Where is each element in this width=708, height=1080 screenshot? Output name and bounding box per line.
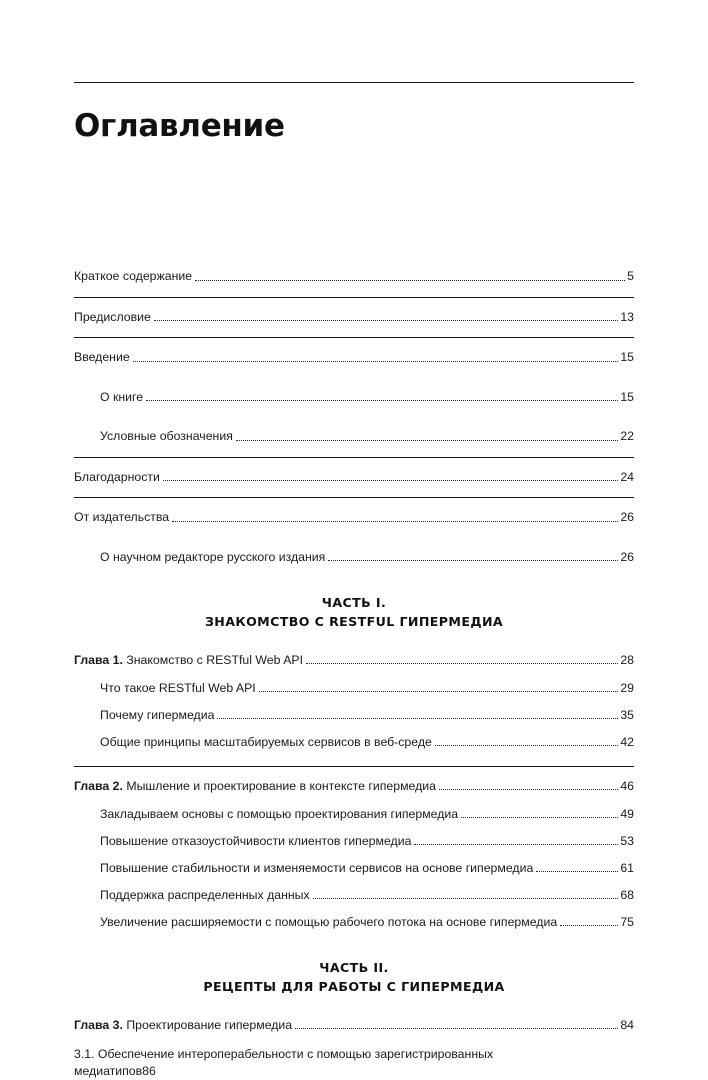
toc-entry[interactable] [74, 681, 634, 696]
toc-entry[interactable] [74, 834, 634, 849]
toc-entry-page: 13 [620, 309, 634, 324]
toc-entry-page: 29 [620, 680, 634, 695]
dot-leader [195, 279, 625, 281]
page-title: Оглавление [74, 108, 285, 144]
toc-entry-page: 15 [620, 389, 634, 404]
toc-entry-label: Повышение отказоустойчивости клиентов гипермедиа [100, 833, 412, 848]
part-number: ЧАСТЬ I. [321, 594, 387, 610]
toc-entry-label: Условные обозначения [100, 429, 233, 444]
chapter-title: Мышление и проектирование в контексте гипермедиа [126, 778, 436, 793]
toc-entry-label: От издательства [74, 510, 170, 525]
chapter-number: Глава 3. [74, 1017, 123, 1032]
toc-entry-page: 84 [620, 1017, 634, 1032]
toc-entry-page: 24 [620, 469, 634, 484]
dot-leader [172, 520, 618, 522]
toc-entry-label: Поддержка распределенных данных [100, 887, 310, 902]
toc-entry-page: 5 [627, 269, 634, 284]
toc-entry-label: О научном редакторе русского издания [100, 549, 326, 564]
toc-entry-label: Введение [74, 350, 130, 365]
toc-entry[interactable] [74, 708, 634, 723]
chapter-number: Глава 2. [74, 778, 123, 793]
dot-leader [163, 479, 618, 481]
toc-entry-page: 46 [620, 778, 634, 793]
toc-chapter-entry[interactable] [74, 779, 634, 794]
toc-entry-page: 35 [620, 707, 634, 722]
front-matter-group [74, 269, 634, 565]
toc-entry-page: 53 [620, 833, 634, 848]
toc-entry-label: Увеличение расширяемости с помощью рабочего потока на основе гипермедиа [100, 914, 558, 929]
dot-leader [435, 744, 618, 746]
toc-entry-label: Что такое RESTful Web API [100, 680, 256, 695]
toc-entry[interactable] [74, 807, 634, 822]
toc-entry-label: Почему гипермедиа [100, 707, 215, 722]
part-title: РЕЦЕПТЫ ДЛЯ РАБОТЫ С ГИПЕРМЕДИА [203, 978, 505, 994]
toc-entry-label: Закладываем основы с помощью проектирования гипермедиа [100, 806, 459, 821]
toc-entry-page: 22 [620, 429, 634, 444]
dot-leader [146, 399, 618, 401]
toc-entry[interactable] [74, 470, 634, 485]
toc-entry-page: 15 [620, 350, 634, 365]
dot-leader [306, 662, 618, 664]
header-rule [74, 82, 634, 83]
chapter-title: Знакомство с RESTful Web API [126, 652, 304, 667]
toc-entry[interactable] [74, 915, 634, 930]
dot-leader [259, 690, 619, 692]
dot-leader [313, 897, 619, 899]
toc-entry-page: 26 [620, 549, 634, 564]
chapter-number: Глава 1. [74, 652, 123, 667]
toc-entry-label: 3.1. Обеспечение интероперабельности с помощью зарегистрированных [74, 1046, 494, 1061]
toc-entry[interactable] [74, 269, 634, 284]
toc-entry-label: Краткое содержание [74, 269, 193, 284]
chapter-group [74, 779, 634, 930]
toc-entry[interactable] [74, 550, 634, 565]
chapter-title: Проектирование гипермедиа [126, 1017, 293, 1032]
dot-leader [461, 816, 618, 818]
dot-leader [439, 788, 618, 790]
dot-leader [328, 559, 618, 561]
dot-leader [236, 439, 618, 441]
toc-entry[interactable] [74, 429, 634, 444]
toc-entry[interactable] [74, 350, 634, 365]
toc-entry-label: О книге [100, 389, 144, 404]
part-heading [74, 593, 634, 631]
toc-entry-page: 75 [620, 914, 634, 929]
toc-entry-page: 42 [620, 734, 634, 749]
table-of-contents [74, 269, 634, 1080]
toc-entry-page: 68 [620, 887, 634, 902]
toc-entry[interactable] [74, 861, 634, 876]
toc-entry-label: Повышение стабильности и изменяемости сервисов на основе гипермедиа [100, 860, 534, 875]
toc-chapter-entry[interactable] [74, 653, 634, 668]
part-number: ЧАСТЬ II. [319, 959, 389, 975]
toc-entry-page: 26 [620, 510, 634, 525]
part-title: ЗНАКОМСТВО С RESTFUL ГИПЕРМЕДИА [204, 613, 504, 629]
chapter-group [74, 1018, 634, 1080]
chapter-group [74, 653, 634, 750]
dot-leader [217, 717, 618, 719]
toc-entry[interactable] [74, 735, 634, 750]
toc-chapter-entry[interactable] [74, 1018, 634, 1033]
toc-entry-page: 86 [142, 1063, 156, 1078]
dot-leader [414, 843, 618, 845]
toc-entry-label: Благодарности [74, 469, 160, 484]
toc-entry-label-continued: медиатипов [74, 1063, 143, 1078]
toc-entry-label: Общие принципы масштабируемых сервисов в веб-среде [100, 734, 432, 749]
toc-entry[interactable] [74, 310, 634, 325]
part-heading [74, 958, 634, 996]
toc-entry[interactable] [74, 1046, 634, 1080]
toc-entry-page: 49 [620, 806, 634, 821]
dot-leader [560, 924, 618, 926]
page-content [74, 82, 634, 1080]
dot-leader [133, 360, 619, 362]
toc-entry-label: Предисловие [74, 309, 151, 324]
toc-entry[interactable] [74, 390, 634, 405]
dot-leader [154, 319, 618, 321]
toc-entry-page: 61 [620, 860, 634, 875]
toc-entry-page: 28 [620, 652, 634, 667]
dot-leader [295, 1027, 618, 1029]
dot-leader [536, 870, 618, 872]
toc-entry[interactable] [74, 888, 634, 903]
toc-entry[interactable] [74, 510, 634, 525]
